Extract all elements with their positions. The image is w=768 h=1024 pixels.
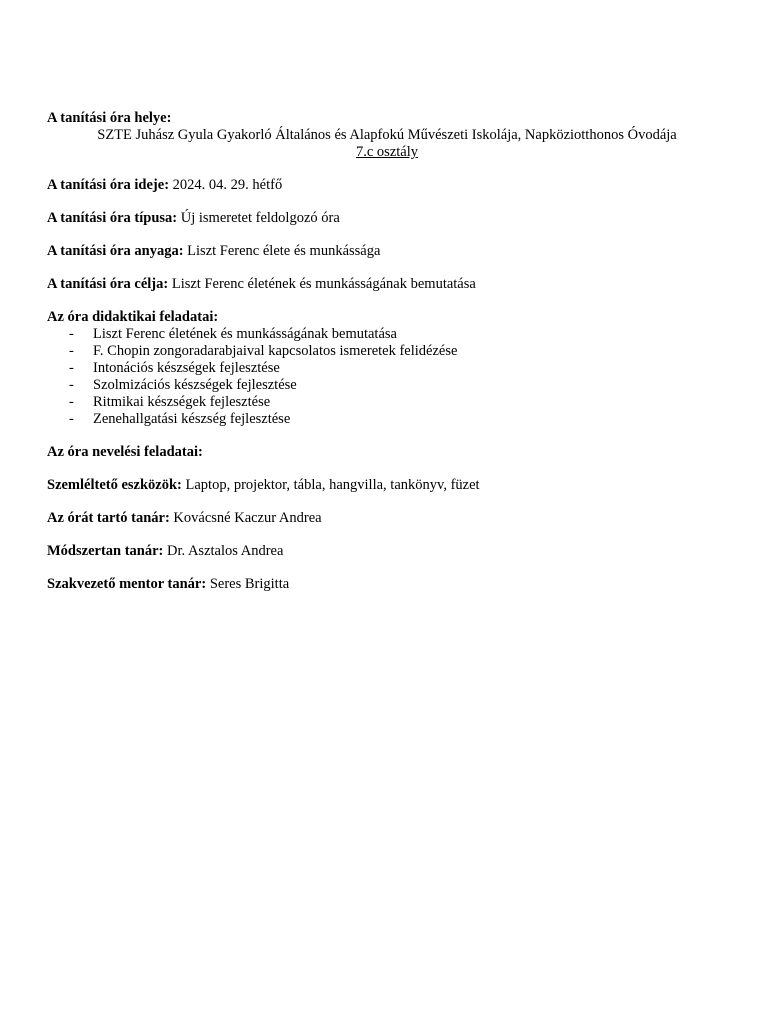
spacer (47, 293, 727, 309)
spacer (47, 527, 727, 543)
mentor-row (47, 576, 727, 593)
lesson-plan-document (47, 110, 727, 593)
list-item (47, 343, 727, 360)
type-label: A tanítási óra típusa: (47, 210, 178, 226)
mentor-value: Seres Brigitta (209, 576, 290, 592)
class-name: 7.c osztály (355, 144, 418, 160)
spacer (47, 428, 727, 444)
date-label: A tanítási óra ideje: (47, 177, 170, 193)
bullet-dash: - (69, 411, 74, 427)
spacer (47, 161, 727, 177)
list-item-text: Zenehallgatási készség fejlesztése (93, 411, 291, 427)
list-item-text: Szolmizációs készségek fejlesztése (93, 377, 297, 393)
teacher-row (47, 510, 727, 527)
bullet-dash: - (69, 343, 74, 359)
list-item-text: Liszt Ferenc életének és munkásságának bemutatása (93, 326, 397, 342)
type-row (47, 210, 727, 227)
bullet-dash: - (69, 377, 74, 393)
list-item-text: F. Chopin zongoradarabjaival kapcsolatos ismeretek felidézése (93, 343, 458, 359)
spacer (47, 227, 727, 243)
bullet-dash: - (69, 326, 74, 342)
list-item (47, 394, 727, 411)
material-value: Liszt Ferenc élete és munkássága (187, 243, 381, 259)
goal-label: A tanítási óra célja: (47, 276, 169, 292)
educational-label: Az óra nevelési feladatai: (47, 444, 203, 460)
spacer (47, 461, 727, 477)
tools-value: Laptop, projektor, tábla, hangvilla, tankönyv, füzet (185, 477, 480, 493)
didactic-task-list (47, 326, 727, 428)
tools-row (47, 477, 727, 494)
methodology-teacher-label: Módszertan tanár: (47, 543, 164, 559)
type-value: Új ismeretet feldolgozó óra (180, 210, 340, 226)
spacer (47, 194, 727, 210)
spacer (47, 560, 727, 576)
spacer (47, 260, 727, 276)
didactic-label: Az óra didaktikai feladatai: (47, 309, 219, 325)
goal-row (47, 276, 727, 293)
bullet-dash: - (69, 394, 74, 410)
teacher-label: Az órát tartó tanár: (47, 510, 170, 526)
mentor-label: Szakvezető mentor tanár: (47, 576, 207, 592)
bullet-dash: - (69, 360, 74, 376)
list-item (47, 326, 727, 343)
tools-label: Szemléltető eszközök: (47, 477, 182, 493)
list-item (47, 411, 727, 428)
methodology-teacher-row (47, 543, 727, 560)
material-row (47, 243, 727, 260)
teacher-value: Kovácsné Kaczur Andrea (173, 510, 322, 526)
date-value: 2024. 04. 29. hétfő (172, 177, 283, 193)
material-label: A tanítási óra anyaga: (47, 243, 184, 259)
goal-value: Liszt Ferenc életének és munkásságának bemutatása (171, 276, 476, 292)
list-item-text: Ritmikai készségek fejlesztése (93, 394, 271, 410)
school-name: SZTE Juhász Gyula Gyakorló Általános és Alapfokú Művészeti Iskolája, Napköziotthonos Óvodája (97, 127, 677, 143)
methodology-teacher-value: Dr. Asztalos Andrea (167, 543, 284, 559)
location-label: A tanítási óra helye: (47, 110, 172, 126)
date-row (47, 177, 727, 194)
list-item (47, 360, 727, 377)
spacer (47, 494, 727, 510)
list-item (47, 377, 727, 394)
list-item-text: Intonációs készségek fejlesztése (93, 360, 280, 376)
